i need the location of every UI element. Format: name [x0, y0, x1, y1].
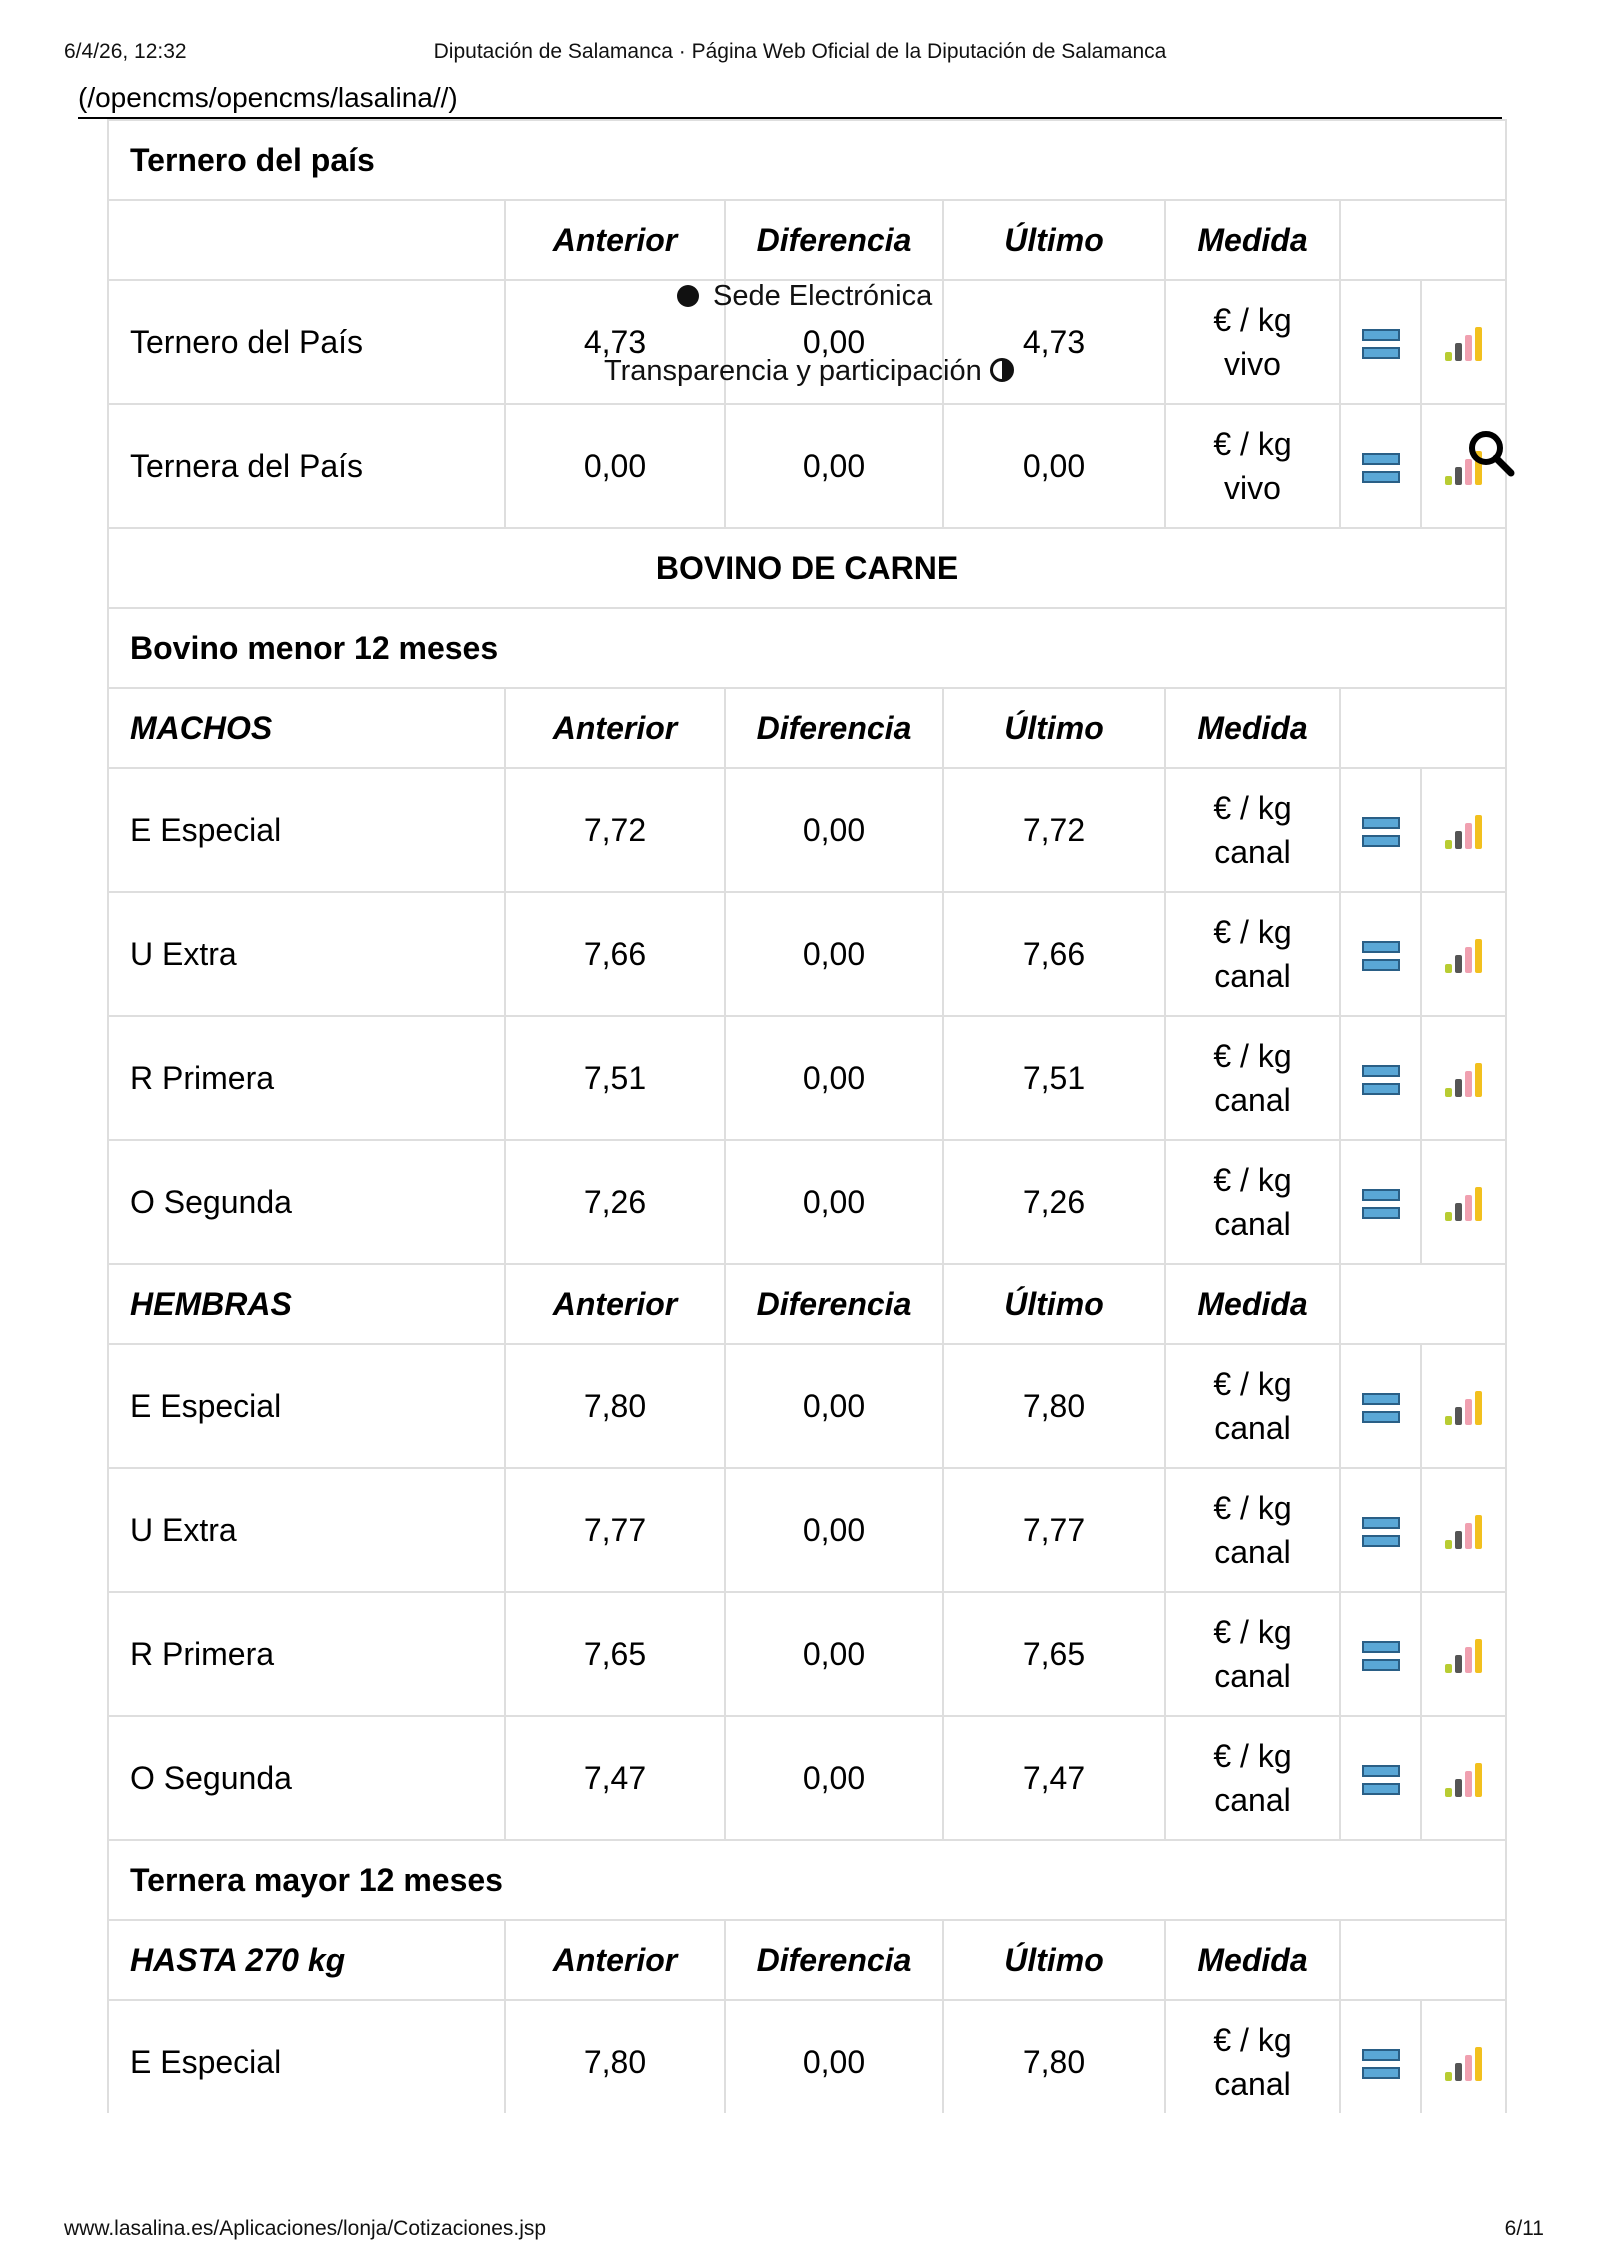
transparencia-label: Transparencia y participación: [604, 355, 982, 387]
medida-basis: canal: [1214, 958, 1291, 994]
chart-button[interactable]: [1421, 280, 1506, 404]
table-view-button[interactable]: [1340, 1716, 1421, 1840]
column-header-medida: Medida: [1165, 688, 1340, 768]
medida-basis: canal: [1214, 1534, 1291, 1570]
value-anterior: 7,72: [505, 768, 725, 892]
value-ultimo: 7,47: [943, 1716, 1165, 1840]
search-icon[interactable]: [1466, 428, 1516, 478]
value-diferencia: 0,00: [725, 892, 943, 1016]
value-medida: [1165, 1140, 1340, 1264]
medida-unit: € / kg: [1213, 1162, 1292, 1198]
row-name: Ternero del País: [108, 280, 505, 404]
section-title: BOVINO DE CARNE: [108, 528, 1506, 608]
column-header-ultimo: Último: [943, 200, 1165, 280]
chart-button[interactable]: [1421, 1016, 1506, 1140]
bar-chart-icon: [1445, 1639, 1482, 1673]
value-diferencia: 0,00: [725, 2000, 943, 2113]
table-view-icon: [1362, 1641, 1400, 1671]
bar-chart-icon: [1445, 1391, 1482, 1425]
value-diferencia: 0,00: [725, 768, 943, 892]
print-page-title: Diputación de Salamanca · Página Web Oficial de la Diputación de Salamanca: [433, 40, 1167, 63]
value-ultimo: 0,00: [943, 404, 1165, 528]
chart-button[interactable]: [1421, 1344, 1506, 1468]
value-diferencia: 0,00: [725, 1344, 943, 1468]
value-diferencia: 0,00: [725, 280, 943, 404]
column-header-ultimo: Último: [943, 1920, 1165, 2000]
chart-button[interactable]: [1421, 768, 1506, 892]
table-row: [108, 1592, 1506, 1716]
medida-basis: canal: [1214, 1410, 1291, 1446]
table-row: [108, 892, 1506, 1016]
table-view-icon: [1362, 2049, 1400, 2079]
bar-chart-icon: [1445, 815, 1482, 849]
home-link[interactable]: (/opencms/opencms/lasalina//): [78, 82, 458, 113]
table-view-button[interactable]: [1340, 1468, 1421, 1592]
table-view-button[interactable]: [1340, 280, 1421, 404]
table-view-icon: [1362, 1065, 1400, 1095]
print-url: www.lasalina.es/Aplicaciones/lonja/Cotizaciones.jsp: [64, 2217, 547, 2240]
value-medida: [1165, 280, 1340, 404]
value-ultimo: 7,65: [943, 1592, 1165, 1716]
column-header-anterior: Anterior: [505, 688, 725, 768]
row-name: U Extra: [108, 1468, 505, 1592]
value-ultimo: 4,73: [943, 280, 1165, 404]
table-view-icon: [1362, 941, 1400, 971]
row-name: R Primera: [108, 1016, 505, 1140]
globe-icon: [677, 285, 699, 307]
table-view-icon: [1362, 1189, 1400, 1219]
value-diferencia: 0,00: [725, 1592, 943, 1716]
value-medida: [1165, 1016, 1340, 1140]
value-anterior: 7,47: [505, 1716, 725, 1840]
table-row: [108, 1140, 1506, 1264]
group-title-row: [108, 608, 1506, 688]
group-title: Bovino menor 12 meses: [108, 608, 1506, 688]
value-ultimo: 7,51: [943, 1016, 1165, 1140]
medida-unit: € / kg: [1213, 1614, 1292, 1650]
medida-basis: vivo: [1224, 470, 1281, 506]
table-view-icon: [1362, 1517, 1400, 1547]
row-name: Ternera del País: [108, 404, 505, 528]
chart-button[interactable]: [1421, 1592, 1506, 1716]
value-anterior: 4,73: [505, 280, 725, 404]
column-header-ultimo: Último: [943, 688, 1165, 768]
value-ultimo: 7,26: [943, 1140, 1165, 1264]
medida-basis: canal: [1214, 1658, 1291, 1694]
column-header-actions: [1340, 688, 1506, 768]
table-view-button[interactable]: [1340, 2000, 1421, 2113]
table-row: [108, 1344, 1506, 1468]
column-header-diferencia: Diferencia: [725, 688, 943, 768]
sede-electronica-link[interactable]: [677, 280, 932, 313]
bar-chart-icon: [1445, 2047, 1482, 2081]
medida-basis: canal: [1214, 2066, 1291, 2102]
column-header-label: HEMBRAS: [108, 1264, 505, 1344]
medida-unit: € / kg: [1213, 914, 1292, 950]
row-name: E Especial: [108, 1344, 505, 1468]
column-header-medida: Medida: [1165, 1264, 1340, 1344]
table-row: [108, 404, 1506, 528]
medida-basis: vivo: [1224, 346, 1281, 382]
section-title-row: [108, 528, 1506, 608]
row-name: O Segunda: [108, 1140, 505, 1264]
column-header-diferencia: Diferencia: [725, 1264, 943, 1344]
table-view-button[interactable]: [1340, 1592, 1421, 1716]
table-view-button[interactable]: [1340, 1140, 1421, 1264]
quotes-table-container: [107, 119, 1507, 2113]
column-header-label: MACHOS: [108, 688, 505, 768]
value-diferencia: 0,00: [725, 1140, 943, 1264]
value-anterior: 7,77: [505, 1468, 725, 1592]
bar-chart-icon: [1445, 327, 1482, 361]
table-view-button[interactable]: [1340, 892, 1421, 1016]
value-diferencia: 0,00: [725, 404, 943, 528]
table-view-icon: [1362, 817, 1400, 847]
chart-button[interactable]: [1421, 892, 1506, 1016]
table-view-icon: [1362, 453, 1400, 483]
value-ultimo: 7,80: [943, 1344, 1165, 1468]
column-header-actions: [1340, 1264, 1506, 1344]
value-ultimo: 7,77: [943, 1468, 1165, 1592]
value-medida: [1165, 768, 1340, 892]
value-medida: [1165, 2000, 1340, 2113]
sede-electronica-label: Sede Electrónica: [713, 280, 933, 312]
value-anterior: 7,66: [505, 892, 725, 1016]
medida-unit: € / kg: [1213, 790, 1292, 826]
table-row: [108, 1468, 1506, 1592]
table-view-button[interactable]: [1340, 1016, 1421, 1140]
medida-unit: € / kg: [1213, 1490, 1292, 1526]
column-header-row: [108, 1264, 1506, 1344]
table-view-icon: [1362, 329, 1400, 359]
value-diferencia: 0,00: [725, 1468, 943, 1592]
quotes-table: [107, 119, 1507, 2113]
value-anterior: 0,00: [505, 404, 725, 528]
medida-basis: canal: [1214, 834, 1291, 870]
medida-unit: € / kg: [1213, 1738, 1292, 1774]
contrast-icon: [990, 358, 1014, 382]
column-header-ultimo: Último: [943, 1264, 1165, 1344]
medida-unit: € / kg: [1213, 1038, 1292, 1074]
value-anterior: 7,80: [505, 1344, 725, 1468]
value-ultimo: 7,80: [943, 2000, 1165, 2113]
table-view-button[interactable]: [1340, 404, 1421, 528]
table-row: [108, 1016, 1506, 1140]
value-ultimo: 7,66: [943, 892, 1165, 1016]
column-header-diferencia: Diferencia: [725, 200, 943, 280]
value-medida: [1165, 892, 1340, 1016]
print-page-number: 6/11: [1504, 2217, 1544, 2240]
column-header-label: [108, 200, 505, 280]
medida-unit: € / kg: [1213, 302, 1292, 338]
value-diferencia: 0,00: [725, 1716, 943, 1840]
value-medida: [1165, 1344, 1340, 1468]
value-diferencia: 0,00: [725, 1016, 943, 1140]
column-header-row: [108, 200, 1506, 280]
column-header-actions: [1340, 200, 1506, 280]
column-header-anterior: Anterior: [505, 200, 725, 280]
column-header-anterior: Anterior: [505, 1920, 725, 2000]
medida-basis: canal: [1214, 1206, 1291, 1242]
chart-button[interactable]: [1421, 1468, 1506, 1592]
value-ultimo: 7,72: [943, 768, 1165, 892]
column-header-diferencia: Diferencia: [725, 1920, 943, 2000]
medida-basis: canal: [1214, 1782, 1291, 1818]
bar-chart-icon: [1445, 1063, 1482, 1097]
table-view-icon: [1362, 1765, 1400, 1795]
value-anterior: 7,65: [505, 1592, 725, 1716]
transparencia-link[interactable]: [604, 355, 1014, 388]
column-header-label: HASTA 270 kg: [108, 1920, 505, 2000]
value-medida: [1165, 404, 1340, 528]
value-anterior: 7,26: [505, 1140, 725, 1264]
value-medida: [1165, 1592, 1340, 1716]
medida-basis: canal: [1214, 1082, 1291, 1118]
column-header-medida: Medida: [1165, 1920, 1340, 2000]
print-datetime: 6/4/26, 12:32: [64, 40, 187, 63]
row-name: U Extra: [108, 892, 505, 1016]
table-row: [108, 768, 1506, 892]
column-header-row: [108, 1920, 1506, 2000]
value-anterior: 7,51: [505, 1016, 725, 1140]
group-title: Ternero del país: [108, 120, 1506, 200]
table-view-button[interactable]: [1340, 1344, 1421, 1468]
column-header-anterior: Anterior: [505, 1264, 725, 1344]
value-anterior: 7,80: [505, 2000, 725, 2113]
medida-unit: € / kg: [1213, 426, 1292, 462]
value-medida: [1165, 1468, 1340, 1592]
row-name: E Especial: [108, 2000, 505, 2113]
medida-unit: € / kg: [1213, 2022, 1292, 2058]
chart-button[interactable]: [1421, 2000, 1506, 2113]
chart-button[interactable]: [1421, 1140, 1506, 1264]
chart-button[interactable]: [1421, 1716, 1506, 1840]
medida-unit: € / kg: [1213, 1366, 1292, 1402]
row-name: R Primera: [108, 1592, 505, 1716]
table-row: [108, 2000, 1506, 2113]
bar-chart-icon: [1445, 1763, 1482, 1797]
table-view-icon: [1362, 1393, 1400, 1423]
table-view-button[interactable]: [1340, 768, 1421, 892]
bar-chart-icon: [1445, 939, 1482, 973]
column-header-actions: [1340, 1920, 1506, 2000]
table-row: [108, 1716, 1506, 1840]
row-name: O Segunda: [108, 1716, 505, 1840]
bar-chart-icon: [1445, 1515, 1482, 1549]
group-title-row: [108, 1840, 1506, 1920]
row-name: E Especial: [108, 768, 505, 892]
group-title-row: [108, 120, 1506, 200]
column-header-medida: Medida: [1165, 200, 1340, 280]
column-header-row: [108, 688, 1506, 768]
value-medida: [1165, 1716, 1340, 1840]
bar-chart-icon: [1445, 1187, 1482, 1221]
group-title: Ternera mayor 12 meses: [108, 1840, 1506, 1920]
